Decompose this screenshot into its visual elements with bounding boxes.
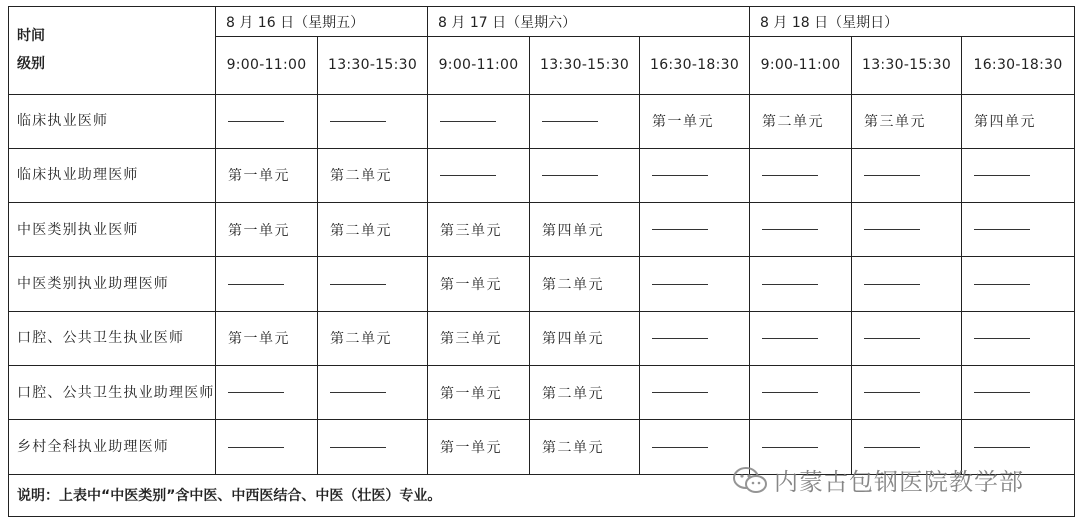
- empty-slot-cell: [530, 94, 640, 148]
- dash-line: [228, 447, 284, 448]
- empty-slot-cell: [852, 366, 962, 420]
- watermark: [732, 462, 1024, 497]
- exam-unit-cell: 第一单元: [216, 148, 318, 202]
- dash-line: [974, 284, 1030, 285]
- exam-unit-cell: 第一单元: [216, 203, 318, 257]
- dash-line: [652, 229, 708, 230]
- exam-unit-cell: 第一单元: [640, 94, 750, 148]
- empty-slot-cell: [962, 311, 1075, 365]
- date-header-aug17: 8 月 17 日（星期六）: [428, 7, 750, 37]
- dash-line: [652, 284, 708, 285]
- empty-slot-cell: [640, 366, 750, 420]
- time-slot-header: 13:30-15:30: [852, 37, 962, 94]
- time-slot-header: 9:00-11:00: [216, 37, 318, 94]
- time-slot-header: 16:30-18:30: [962, 37, 1075, 94]
- table-row: [9, 311, 1075, 365]
- empty-slot-cell: [750, 148, 852, 202]
- dash-line: [440, 175, 496, 176]
- schedule-body: [9, 94, 1075, 474]
- exam-unit-cell: 第三单元: [428, 311, 530, 365]
- empty-slot-cell: [750, 366, 852, 420]
- dash-line: [864, 284, 920, 285]
- empty-slot-cell: [318, 94, 428, 148]
- empty-slot-cell: [428, 148, 530, 202]
- dash-line: [330, 121, 386, 122]
- exam-unit-cell: 第一单元: [428, 366, 530, 420]
- dash-line: [762, 229, 818, 230]
- dash-line: [974, 229, 1030, 230]
- dash-line: [974, 338, 1030, 339]
- empty-slot-cell: [750, 311, 852, 365]
- table-row: [9, 94, 1075, 148]
- exam-unit-cell: 第二单元: [318, 203, 428, 257]
- exam-unit-cell: 第二单元: [530, 366, 640, 420]
- empty-slot-cell: [640, 257, 750, 311]
- dash-line: [652, 175, 708, 176]
- time-slot-header: 13:30-15:30: [530, 37, 640, 94]
- exam-unit-cell: 第四单元: [962, 94, 1075, 148]
- time-slot-header: 13:30-15:30: [318, 37, 428, 94]
- empty-slot-cell: [852, 203, 962, 257]
- exam-unit-cell: 第三单元: [852, 94, 962, 148]
- exam-unit-cell: 第二单元: [530, 257, 640, 311]
- date-header-row: [9, 7, 1075, 37]
- time-slot-header: 16:30-18:30: [640, 37, 750, 94]
- table-row: [9, 148, 1075, 202]
- date-header-aug18: 8 月 18 日（星期日）: [750, 7, 1075, 37]
- empty-slot-cell: [318, 257, 428, 311]
- dash-line: [440, 121, 496, 122]
- dash-line: [974, 175, 1030, 176]
- exam-unit-cell: 第一单元: [428, 257, 530, 311]
- dash-line: [762, 392, 818, 393]
- dash-line: [542, 175, 598, 176]
- row-label: 中医类别执业助理医师: [9, 257, 216, 311]
- empty-slot-cell: [216, 366, 318, 420]
- dash-line: [228, 284, 284, 285]
- dash-line: [652, 447, 708, 448]
- dash-line: [652, 338, 708, 339]
- empty-slot-cell: [216, 420, 318, 474]
- exam-unit-cell: 第一单元: [216, 311, 318, 365]
- exam-unit-cell: 第三单元: [428, 203, 530, 257]
- table-row: [9, 366, 1075, 420]
- dash-line: [330, 447, 386, 448]
- dash-line: [974, 447, 1030, 448]
- exam-unit-cell: 第二单元: [318, 148, 428, 202]
- empty-slot-cell: [216, 94, 318, 148]
- empty-slot-cell: [852, 257, 962, 311]
- empty-slot-cell: [318, 420, 428, 474]
- corner-header: [9, 7, 216, 95]
- empty-slot-cell: [318, 366, 428, 420]
- dash-line: [762, 284, 818, 285]
- dash-line: [864, 175, 920, 176]
- row-label: 乡村全科执业助理医师: [9, 420, 216, 474]
- row-label: 临床执业医师: [9, 94, 216, 148]
- empty-slot-cell: [962, 203, 1075, 257]
- row-label: 口腔、公共卫生执业医师: [9, 311, 216, 365]
- table-row: [9, 203, 1075, 257]
- empty-slot-cell: [428, 94, 530, 148]
- empty-slot-cell: [640, 203, 750, 257]
- empty-slot-cell: [962, 257, 1075, 311]
- dash-line: [864, 447, 920, 448]
- dash-line: [762, 175, 818, 176]
- empty-slot-cell: [962, 148, 1075, 202]
- watermark-text: 内蒙古包钢医院教学部: [774, 468, 1024, 496]
- exam-unit-cell: 第二单元: [530, 420, 640, 474]
- empty-slot-cell: [640, 311, 750, 365]
- dash-line: [542, 121, 598, 122]
- exam-schedule-table: [8, 6, 1075, 517]
- dash-line: [864, 229, 920, 230]
- empty-slot-cell: [962, 366, 1075, 420]
- wechat-icon: [732, 465, 768, 495]
- exam-unit-cell: 第四单元: [530, 203, 640, 257]
- empty-slot-cell: [216, 257, 318, 311]
- date-header-aug16: 8 月 16 日（星期五）: [216, 7, 428, 37]
- dash-line: [864, 392, 920, 393]
- row-label: 中医类别执业医师: [9, 203, 216, 257]
- time-slot-header: 9:00-11:00: [428, 37, 530, 94]
- dash-line: [864, 338, 920, 339]
- row-label: 临床执业助理医师: [9, 148, 216, 202]
- table-row: [9, 257, 1075, 311]
- empty-slot-cell: [750, 257, 852, 311]
- dash-line: [330, 392, 386, 393]
- dash-line: [652, 392, 708, 393]
- table-note: 说明：上表中“中医类别”含中医、中西医结合、中医（壮医）专业。: [9, 474, 1075, 516]
- exam-unit-cell: 第二单元: [750, 94, 852, 148]
- corner-level-label: 级别: [17, 56, 45, 73]
- empty-slot-cell: [852, 311, 962, 365]
- row-label: 口腔、公共卫生执业助理医师: [9, 366, 216, 420]
- exam-unit-cell: 第四单元: [530, 311, 640, 365]
- dash-line: [228, 392, 284, 393]
- dash-line: [228, 121, 284, 122]
- empty-slot-cell: [852, 148, 962, 202]
- time-slot-header: 9:00-11:00: [750, 37, 852, 94]
- dash-line: [330, 284, 386, 285]
- empty-slot-cell: [640, 148, 750, 202]
- empty-slot-cell: [530, 148, 640, 202]
- exam-unit-cell: 第一单元: [428, 420, 530, 474]
- dash-line: [762, 338, 818, 339]
- exam-unit-cell: 第二单元: [318, 311, 428, 365]
- dash-line: [762, 447, 818, 448]
- empty-slot-cell: [750, 203, 852, 257]
- corner-time-label: 时间: [17, 28, 45, 45]
- dash-line: [974, 392, 1030, 393]
